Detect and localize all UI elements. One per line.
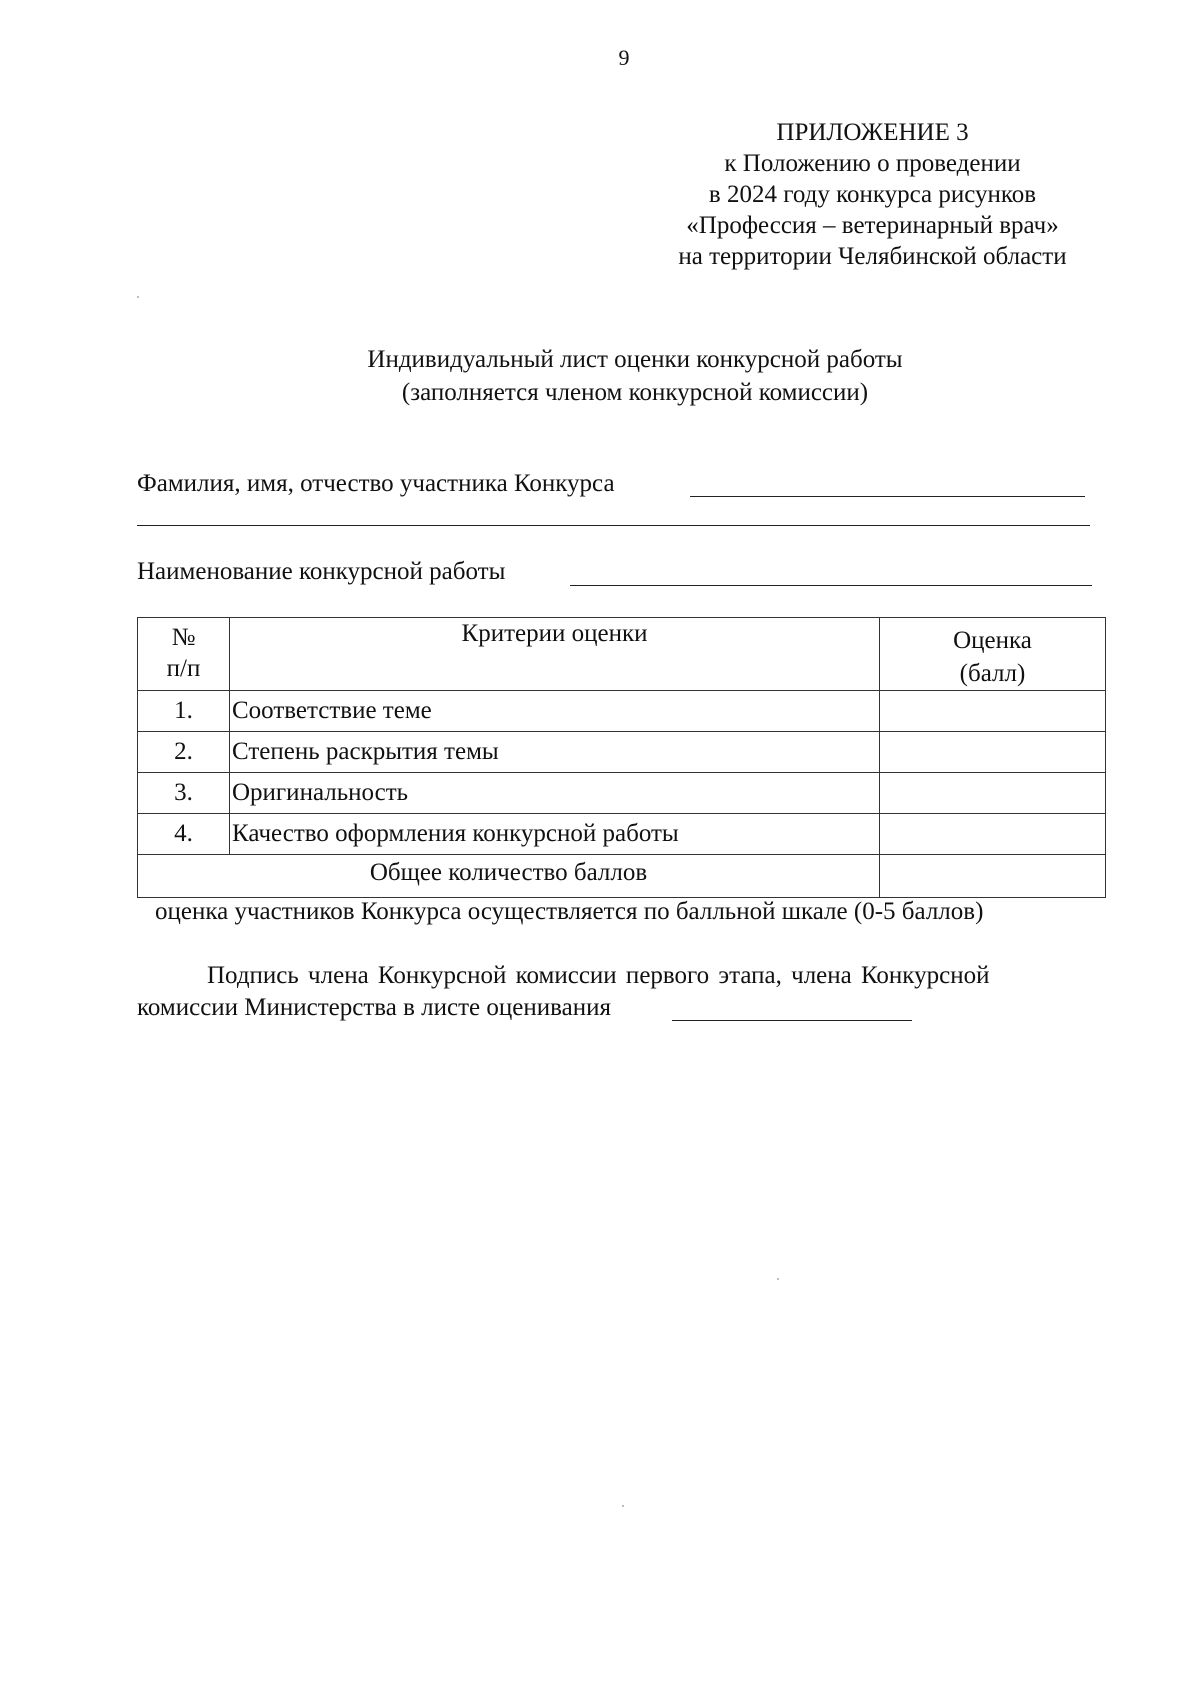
form-subtitle: (заполняется членом конкурсной комиссии) — [401, 379, 869, 406]
work-title-label: Наименование конкурсной работы — [137, 558, 506, 585]
row-score-cell[interactable] — [880, 814, 1106, 855]
header-score-line1: Оценка — [953, 627, 1032, 654]
total-score-cell[interactable] — [880, 855, 1106, 898]
header-number-line2: п/п — [166, 655, 201, 682]
header-score — [880, 618, 1106, 691]
header-score-line2: (балл) — [959, 660, 1026, 687]
appendix-line: «Профессия – ветеринарный врач» — [686, 212, 1059, 239]
appendix-line: в 2024 году конкурса рисунков — [708, 181, 1037, 208]
scan-speck — [137, 296, 139, 298]
header-number-line1: № — [171, 624, 196, 651]
table-row — [138, 773, 1106, 814]
row-score-cell[interactable] — [880, 732, 1106, 773]
work-title-line[interactable] — [570, 585, 1092, 586]
total-row — [138, 855, 1106, 898]
table-row — [138, 814, 1106, 855]
participant-name-line-2[interactable] — [137, 525, 1090, 526]
table-row — [138, 691, 1106, 732]
signature-line[interactable] — [672, 1020, 912, 1021]
row-number: 3. — [138, 773, 230, 814]
row-number: 4. — [138, 814, 230, 855]
appendix-title: ПРИЛОЖЕНИЕ 3 — [776, 119, 969, 146]
table-row — [138, 732, 1106, 773]
form-title: Индивидуальный лист оценки конкурсной работы — [367, 346, 903, 373]
scan-speck — [622, 1505, 624, 1507]
header-criteria: Критерии оценки — [230, 618, 880, 691]
row-score-cell[interactable] — [880, 691, 1106, 732]
table-header-row — [138, 618, 1106, 691]
row-number: 2. — [138, 732, 230, 773]
form-heading — [150, 343, 1120, 409]
participant-name-line[interactable] — [690, 496, 1085, 497]
signature-text-line2: комиссии Министерства в листе оценивания — [137, 994, 611, 1021]
scan-speck — [777, 1278, 779, 1280]
row-criterion: Степень раскрытия темы — [230, 732, 880, 773]
row-score-cell[interactable] — [880, 773, 1106, 814]
scoring-note: оценка участников Конкурса осуществляется по балльной шкале (0-5 баллов) — [155, 898, 984, 925]
appendix-header — [650, 117, 1095, 272]
appendix-line: к Положению о проведении — [724, 150, 1021, 177]
row-criterion: Соответствие теме — [230, 691, 880, 732]
criteria-table — [137, 617, 1106, 898]
row-criterion: Качество оформления конкурсной работы — [230, 814, 880, 855]
total-label: Общее количество баллов — [138, 855, 880, 898]
participant-name-label: Фамилия, имя, отчество участника Конкурса — [137, 470, 615, 497]
page-number: 9 — [618, 45, 630, 70]
header-number — [138, 618, 230, 691]
appendix-line: на территории Челябинской области — [678, 243, 1067, 270]
row-number: 1. — [138, 691, 230, 732]
row-criterion: Оригинальность — [230, 773, 880, 814]
signature-text-line1: Подпись члена Конкурсной комиссии первого этапа, члена Конкурсной — [207, 962, 990, 989]
